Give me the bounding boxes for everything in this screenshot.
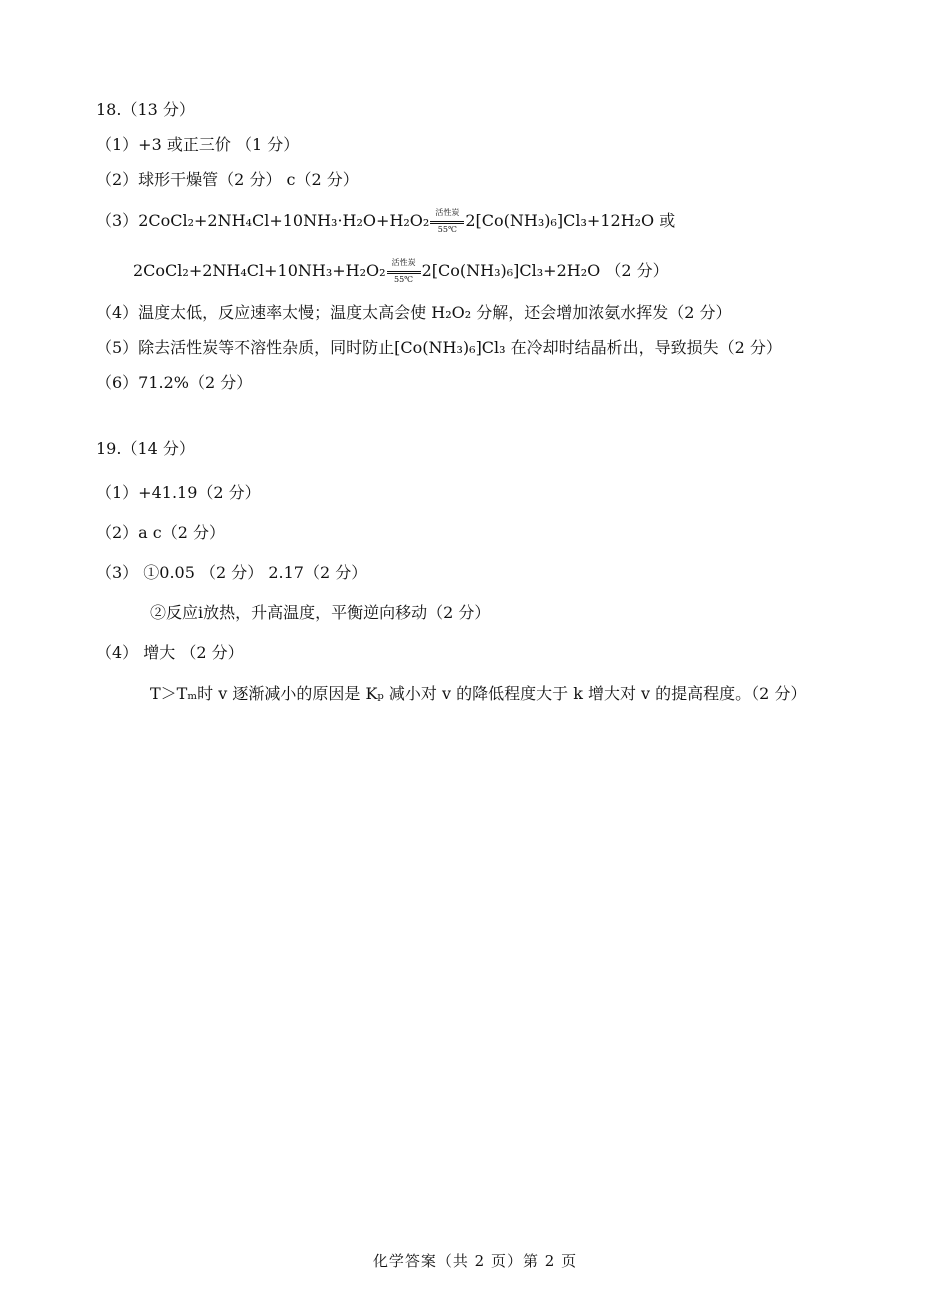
q19-answer-3-part-2: ②反应i放热，升高温度，平衡逆向移动（2 分） [150, 603, 491, 622]
q19-answer-4-part-1: （4） 增大 （2 分） [96, 643, 244, 662]
equals-sign [387, 271, 421, 274]
equation-1-reactants: 2CoCl₂+2NH₄Cl+10NH₃·H₂O+H₂O₂ [138, 211, 430, 230]
q19-answer-2: （2）a c（2 分） [96, 523, 226, 542]
temperature-label: 55℃ [394, 274, 414, 284]
q18-answer-3-equation-2 [133, 257, 669, 284]
equation-2-products: 2[Co(NH₃)₆]Cl₃+2H₂O （2 分） [421, 261, 669, 280]
q18-answer-4: （4）温度太低，反应速率太慢；温度太高会使 H₂O₂ 分解，还会增加浓氨水挥发（2 分） [96, 303, 732, 322]
catalyst-label: 活性炭 [391, 257, 416, 267]
catalyst-label: 活性炭 [435, 207, 460, 217]
q19-answer-1: （1）+41.19（2 分） [96, 483, 261, 502]
q18-answer-5: （5）除去活性炭等不溶性杂质，同时防止[Co(NH₃)₆]Cl₃ 在冷却时结晶析出，导致损失（2 分） [96, 338, 782, 357]
reaction-condition-arrow [430, 207, 464, 234]
q18-answer-3-equation-1 [96, 207, 676, 234]
q18-answer-6: （6）71.2%（2 分） [96, 373, 253, 392]
q19-header: 19.（14 分） [96, 439, 195, 458]
equation-1-products: 2[Co(NH₃)₆]Cl₃+12H₂O 或 [465, 211, 676, 230]
reaction-condition-arrow [387, 257, 421, 284]
equation-2-reactants: 2CoCl₂+2NH₄Cl+10NH₃+H₂O₂ [133, 261, 386, 280]
q19-answer-4-part-2: T＞Tₘ时 v 逐渐减小的原因是 Kₚ 减小对 v 的降低程度大于 k 增大对 v 的提高程度。（2 分） [150, 684, 807, 703]
temperature-label: 55℃ [437, 224, 457, 234]
equals-sign [430, 221, 464, 224]
q18-header: 18.（13 分） [96, 100, 195, 119]
q18-answer-1: （1）+3 或正三价 （1 分） [96, 135, 300, 154]
page-footer: 化学答案（共 2 页）第 2 页 [372, 1252, 578, 1270]
q18-answer-3-prefix: （3） [96, 211, 139, 230]
q18-answer-2: （2）球形干燥管（2 分） c（2 分） [96, 170, 359, 189]
q19-answer-3-part-1: （3） ①0.05 （2 分） 2.17（2 分） [96, 563, 368, 582]
